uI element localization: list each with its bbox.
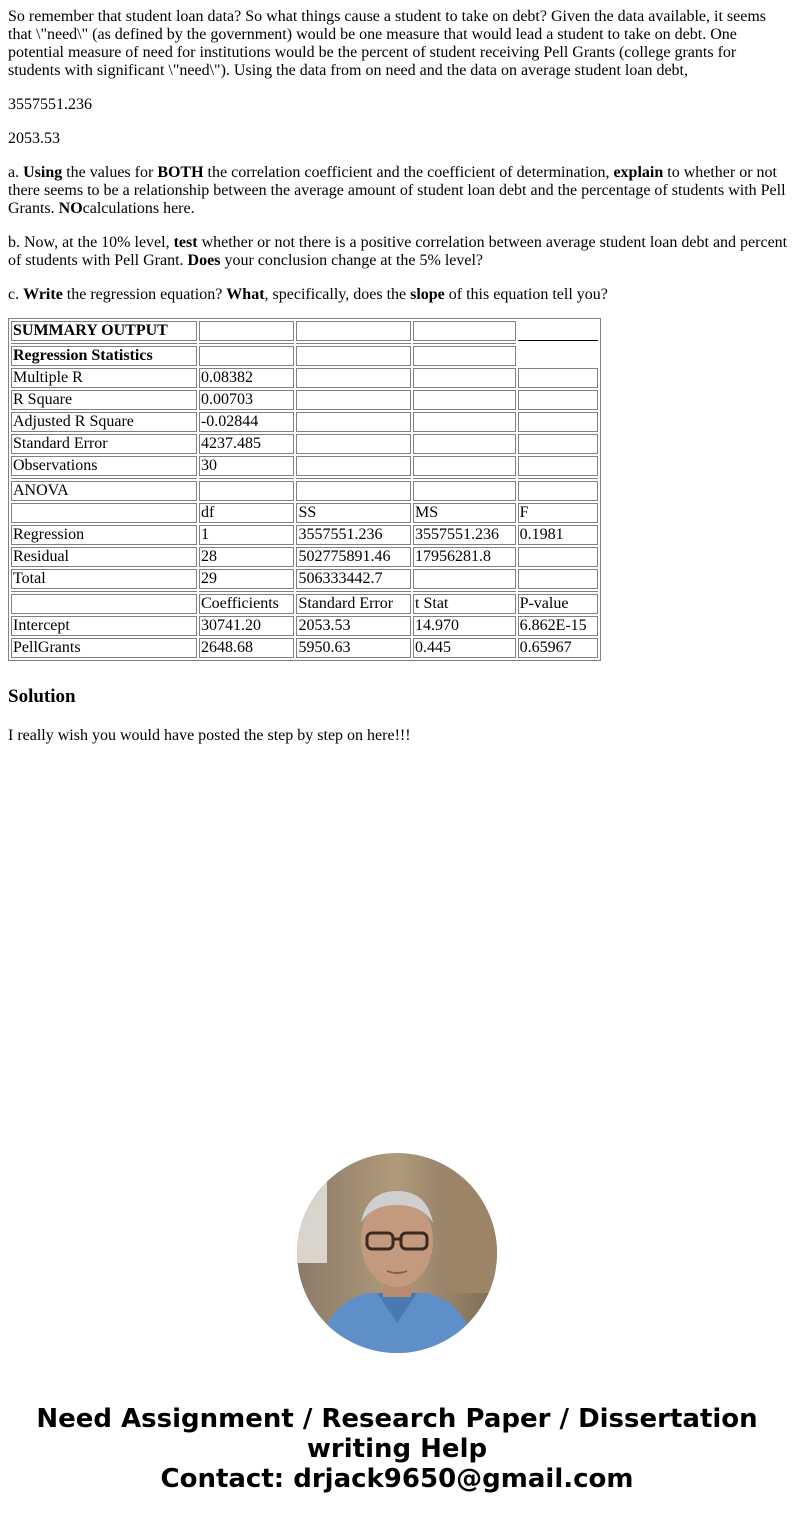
table-row: PellGrants 2648.68 5950.63 0.445 0.65967	[11, 638, 598, 658]
regression-summary-table	[8, 318, 601, 661]
solution-heading: Solution	[8, 686, 76, 707]
table-row: Adjusted R Square -0.02844	[11, 412, 598, 432]
footer-line-2: Contact: drjack9650@gmail.com	[160, 1464, 634, 1494]
table-row: Standard Error 4237.485	[11, 434, 598, 454]
table-title-row	[11, 321, 598, 341]
coef-columns-row: Coefficients Standard Error t Stat P-value	[11, 594, 598, 614]
question-part-a: a. Using the values for BOTH the correlation coefficient and the coefficient of determination, explain to whether or not there seems to be a relationship between the average amount of student loan debt and the percentage of students with Pell Grants. NOcalculations here.	[8, 164, 786, 217]
question-part-b: b. Now, at the 10% level, test whether or not there is a positive correlation between average student loan debt and percent of students with Pell Grant. Does your conclusion change at the 5% level?	[8, 234, 788, 269]
footer-line-1: Need Assignment / Research Paper / Dissertation writing Help	[36, 1404, 758, 1464]
page-content	[8, 8, 788, 761]
portrait-image	[297, 1153, 497, 1353]
anova-header: ANOVA	[11, 481, 197, 501]
anova-columns-row: df SS MS F	[11, 503, 598, 523]
author-photo	[297, 1153, 497, 1353]
question-intro: So remember that student loan data? So what things cause a student to take on debt? Given the data available, it seems that \"need\" (as defined by the government) would be one measure that would lead a student to take on debt. One potential measure of need for institutions would be the percent of student receiving Pell Grants (college grants for students with significant \"need\"). Using the data from on need and the data on average student loan debt,	[8, 8, 766, 79]
value-one: 3557551.236	[8, 96, 92, 113]
table-row: Observations 30	[11, 456, 598, 476]
reg-stats-header-row	[11, 346, 598, 366]
table-row: R Square 0.00703	[11, 390, 598, 410]
table-row: Residual 28 502775891.46 17956281.8	[11, 547, 598, 567]
table-row: Multiple R 0.08382	[11, 368, 598, 388]
question-part-c: c. Write the regression equation? What, specifically, does the slope of this equation tell you?	[8, 286, 608, 303]
solution-text: I really wish you would have posted the step by step on here!!!	[8, 727, 411, 744]
reg-stats-header: Regression Statistics	[13, 347, 153, 364]
value-two: 2053.53	[8, 130, 60, 147]
anova-header-row	[11, 481, 598, 501]
table-row: Intercept 30741.20 2053.53 14.970 6.862E-15	[11, 616, 598, 636]
table-title: SUMMARY OUTPUT	[13, 322, 168, 339]
footer-contact	[0, 1404, 794, 1494]
table-row: Regression 1 3557551.236 3557551.236 0.1981	[11, 525, 598, 545]
table-row: Total 29 506333442.7	[11, 569, 598, 589]
